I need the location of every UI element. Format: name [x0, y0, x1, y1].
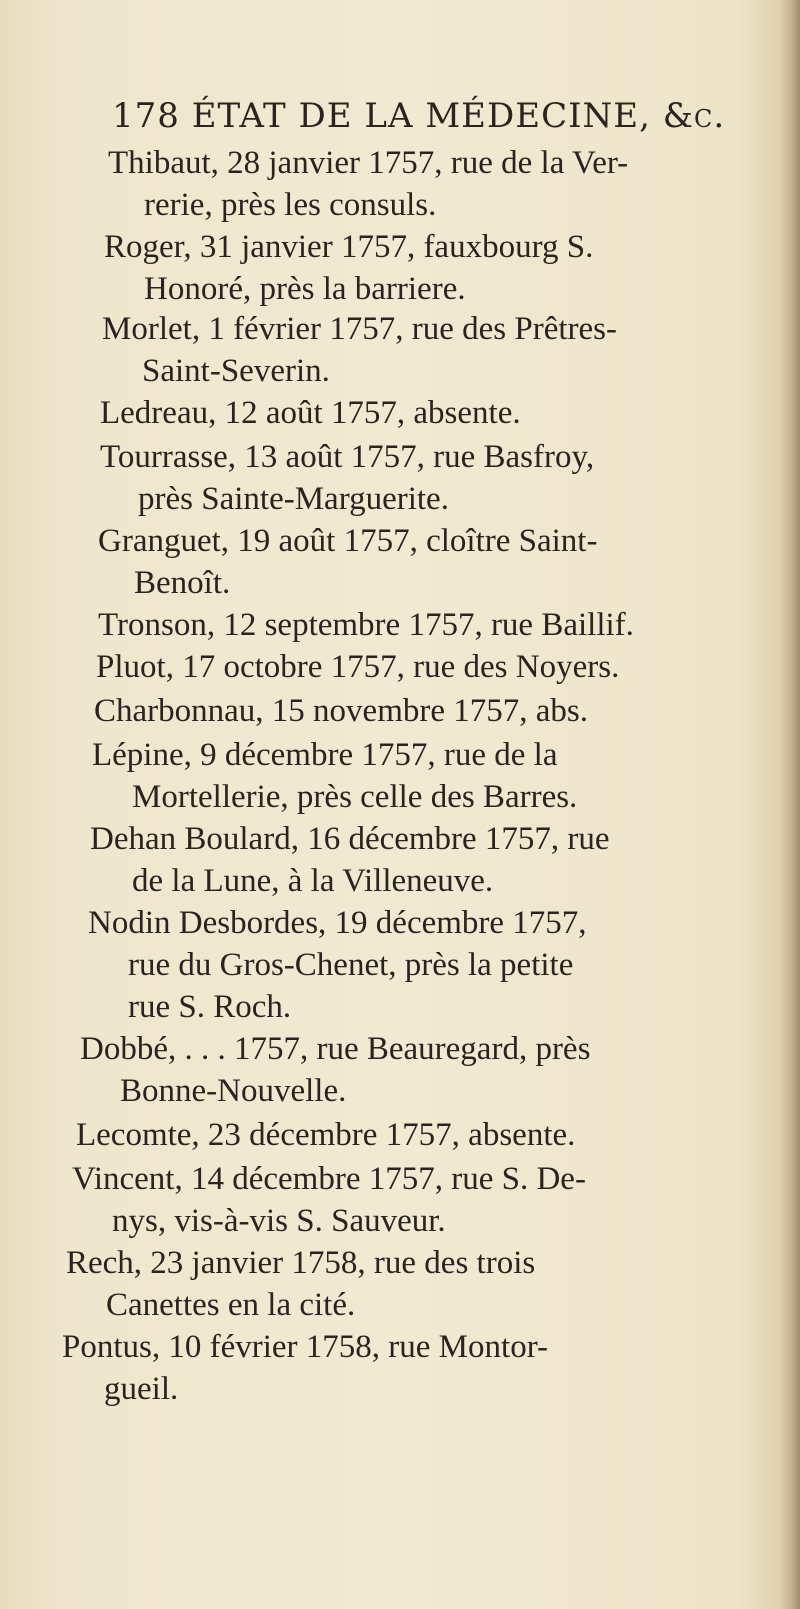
list-item: Dobbé, . . . 1757, rue Beauregard, près Bonne-Nouvelle. [80, 1031, 591, 1109]
list-item: Tourrasse, 13 août 1757, rue Basfroy, près Sainte-Marguerite. [100, 439, 595, 517]
page-number: 178 [112, 96, 180, 136]
list-item: Ledreau, 12 août 1757, absente. [100, 395, 521, 431]
running-title: ÉTAT DE LA MÉDECINE, &c. [191, 96, 726, 136]
list-item: Morlet, 1 février 1757, rue des Prêtres- Saint-Severin. [102, 311, 617, 389]
list-item: Dehan Boulard, 16 décembre 1757, rue de la Lune, à la Villeneuve. [90, 821, 610, 899]
list-item: Tronson, 12 septembre 1757, rue Baillif. [98, 607, 634, 643]
list-item: Lecomte, 23 décembre 1757, absente. [76, 1117, 576, 1153]
list-item: Vincent, 14 décembre 1757, rue S. De- nys, vis-à-vis S. Sauveur. [72, 1161, 586, 1239]
list-item: Rech, 23 janvier 1758, rue des trois Canettes en la cité. [66, 1245, 536, 1323]
list-item: Pluot, 17 octobre 1757, rue des Noyers. [96, 649, 620, 685]
page-header [112, 96, 726, 136]
list-item: Nodin Desbordes, 19 décembre 1757, rue du Gros-Chenet, près la petite rue S. Roch. [88, 905, 587, 1025]
page-edge-shadow [780, 0, 800, 1609]
list-item: Pontus, 10 février 1758, rue Montor- gueil. [62, 1329, 549, 1407]
list-item: Granguet, 19 août 1757, cloître Saint- Benoît. [98, 523, 598, 601]
list-item: Thibaut, 28 janvier 1757, rue de la Ver- rerie, près les consuls. [108, 145, 629, 223]
list-item: Roger, 31 janvier 1757, fauxbourg S. Honoré, près la barriere. [104, 229, 594, 307]
list-item: Lépine, 9 décembre 1757, rue de la Mortellerie, près celle des Barres. [92, 737, 578, 815]
list-item: Charbonnau, 15 novembre 1757, abs. [94, 693, 588, 729]
